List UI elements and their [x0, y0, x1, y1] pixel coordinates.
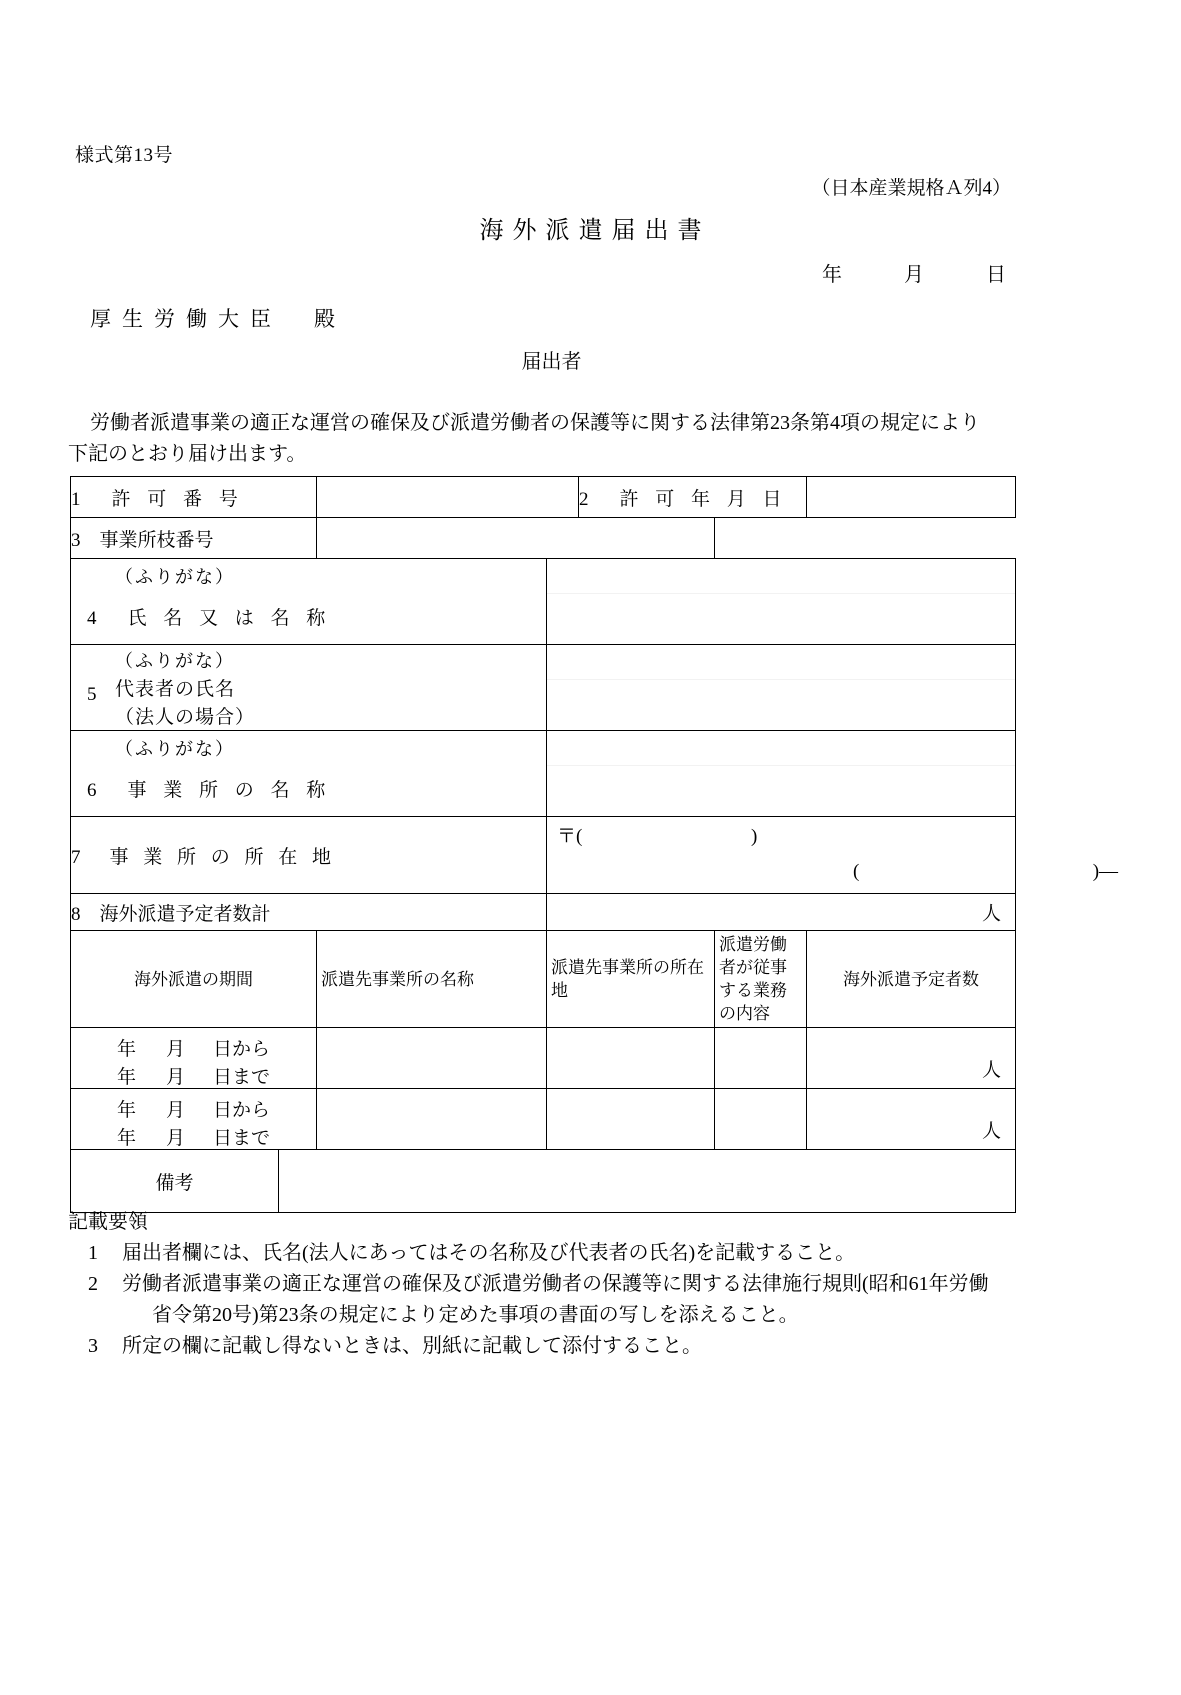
- page-title: 海外派遣届出書: [479, 218, 711, 244]
- representative-label-line2: （法人の場合）: [115, 706, 256, 728]
- postal-mark-icon: 〒: [557, 826, 577, 847]
- table-row: [71, 559, 1016, 645]
- name-value-field[interactable]: [547, 594, 1015, 644]
- dispatch-header-period: 海外派遣の期間: [71, 931, 317, 1028]
- from-year-label: 年: [117, 1100, 137, 1121]
- total-count-label: 8 海外派遣予定者数計: [71, 894, 547, 931]
- dispatch-header-office-name: 派遣先事業所の名称: [317, 931, 547, 1028]
- to-month-label: 月: [166, 1128, 186, 1149]
- instruction-text: 届出者欄には、氏名(法人にあってはその名称及び代表者の氏名)を記載すること。: [122, 1242, 856, 1264]
- table-row: [71, 645, 1016, 731]
- branch-number-label: 3 事業所枝番号: [71, 518, 317, 559]
- dispatch-period-from-1: [117, 1034, 270, 1061]
- dispatch-header-work-content: 派遣労働者が従事する業務の内容: [715, 931, 807, 1028]
- table-row: [71, 518, 1016, 559]
- from-month-label: 月: [166, 1039, 186, 1060]
- representative-value-field[interactable]: [547, 680, 1015, 730]
- instruction-item: [68, 1269, 1078, 1331]
- table-row: [71, 1150, 1016, 1213]
- office-name-field[interactable]: [547, 731, 1016, 817]
- remarks-label: 備考: [71, 1150, 279, 1213]
- main-form-table: [70, 476, 1119, 1213]
- permit-date-field[interactable]: [807, 477, 1016, 518]
- tel-dash: ―: [1099, 861, 1119, 882]
- table-row: [71, 894, 1016, 931]
- date-year-label: 年: [822, 264, 842, 286]
- representative-row-number: 5: [87, 683, 97, 705]
- intro-paragraph: [68, 408, 1078, 470]
- total-count-field[interactable]: [547, 894, 1016, 931]
- dispatch-period-from-2: [117, 1095, 270, 1122]
- instruction-item: [68, 1331, 1078, 1362]
- from-month-label: 月: [166, 1100, 186, 1121]
- office-name-label: 6 事 業 所 の 名 称: [87, 779, 332, 801]
- dispatch-period-to-2: [117, 1123, 270, 1150]
- office-name-value-field[interactable]: [547, 766, 1015, 816]
- branch-number-field[interactable]: [317, 518, 715, 559]
- instructions-section: [68, 1207, 1078, 1362]
- dispatch-header-count: 海外派遣予定者数: [807, 931, 1016, 1028]
- postal-code-line[interactable]: [557, 821, 757, 848]
- representative-furigana-field[interactable]: [547, 645, 1015, 680]
- telephone-line[interactable]: [853, 861, 1118, 883]
- jis-paper-size-note: （日本産業規格Ａ列4）: [811, 178, 1011, 199]
- to-year-label: 年: [117, 1128, 137, 1149]
- dispatch-table-header-row: [71, 931, 1016, 1028]
- instruction-text: 労働者派遣事業の適正な運営の確保及び派遣労働者の保護等に関する法律施行規則(昭和61年労働: [122, 1273, 989, 1295]
- intro-line-2: 下記のとおり届け出ます。: [68, 443, 307, 465]
- office-address-field[interactable]: [547, 817, 1119, 894]
- addressee: 厚生労働大臣 殿: [90, 307, 346, 331]
- dispatch-office-name-field[interactable]: [317, 1028, 547, 1089]
- dispatch-period-cell[interactable]: [71, 1028, 317, 1089]
- dispatch-office-address-field[interactable]: [547, 1089, 715, 1150]
- name-field[interactable]: [547, 559, 1016, 645]
- to-month-label: 月: [166, 1067, 186, 1088]
- date-month-label: 月: [904, 264, 924, 286]
- from-day-label: 日から: [213, 1039, 271, 1060]
- table-row: [71, 477, 1016, 518]
- name-furigana-label: （ふりがな）: [115, 566, 235, 587]
- to-day-label: 日まで: [213, 1128, 271, 1149]
- dispatch-count-unit: 人: [982, 1060, 1002, 1081]
- dispatch-work-content-field[interactable]: [715, 1028, 807, 1089]
- dispatch-period-cell[interactable]: [71, 1089, 317, 1150]
- representative-label-line1: 代表者の氏名: [115, 678, 236, 700]
- dispatch-count-field[interactable]: [807, 1028, 1016, 1089]
- instructions-title: 記載要領: [68, 1211, 148, 1233]
- instruction-number: 2: [88, 1273, 98, 1295]
- submitter-label: 届出者: [521, 351, 582, 373]
- remarks-field[interactable]: [279, 1150, 1016, 1213]
- office-name-furigana-field[interactable]: [547, 731, 1015, 766]
- from-year-label: 年: [117, 1039, 137, 1060]
- instruction-text-cont: 省令第20号)第23条の規定により定めた事項の書面の写しを添えること。: [152, 1304, 799, 1326]
- name-label: 4 氏 名 又 は 名 称: [87, 607, 332, 629]
- dispatch-count-field[interactable]: [807, 1089, 1016, 1150]
- name-label-cell: [71, 559, 547, 645]
- dispatch-count-unit: 人: [982, 1121, 1002, 1142]
- form-number: 様式第13号: [75, 145, 174, 166]
- representative-label-cell: [71, 645, 547, 731]
- total-count-unit: 人: [982, 903, 1002, 925]
- office-name-label-cell: [71, 731, 547, 817]
- instruction-text: 所定の欄に記載し得ないときは、別紙に記載して添付すること。: [122, 1335, 702, 1357]
- dispatch-office-address-field[interactable]: [547, 1028, 715, 1089]
- submission-date-line: [822, 258, 1006, 287]
- representative-furigana-label: （ふりがな）: [115, 650, 235, 671]
- postal-close-paren: ): [751, 826, 758, 847]
- tel-open-paren: (: [853, 861, 860, 882]
- permit-date-label: 2 許 可 年 月 日: [579, 477, 807, 518]
- office-address-label: 7 事 業 所 の 所 在 地: [71, 817, 547, 894]
- from-day-label: 日から: [213, 1100, 271, 1121]
- office-name-furigana-label: （ふりがな）: [115, 738, 235, 759]
- dispatch-work-content-field[interactable]: [715, 1089, 807, 1150]
- table-row: [71, 1089, 1016, 1150]
- dispatch-office-name-field[interactable]: [317, 1089, 547, 1150]
- permit-number-label: 1 許 可 番 号: [71, 477, 317, 518]
- to-year-label: 年: [117, 1067, 137, 1088]
- permit-number-field[interactable]: [317, 477, 579, 518]
- postal-open-paren: (: [576, 826, 583, 847]
- representative-field[interactable]: [547, 645, 1016, 731]
- table-row: [71, 731, 1016, 817]
- intro-line-1: 労働者派遣事業の適正な運営の確保及び派遣労働者の保護等に関する法律第23条第4項の規定により: [90, 412, 980, 434]
- instruction-item: [68, 1238, 1078, 1269]
- instruction-number: 1: [88, 1242, 98, 1264]
- dispatch-period-to-1: [117, 1062, 270, 1089]
- table-row: [71, 817, 1016, 894]
- date-day-label: 日: [986, 264, 1006, 286]
- tel-close-paren: ): [1092, 861, 1100, 882]
- instruction-number: 3: [88, 1335, 98, 1357]
- table-row: [71, 1028, 1016, 1089]
- dispatch-header-office-address: 派遣先事業所の所在地: [547, 931, 715, 1028]
- name-furigana-field[interactable]: [547, 559, 1015, 594]
- to-day-label: 日まで: [213, 1067, 271, 1088]
